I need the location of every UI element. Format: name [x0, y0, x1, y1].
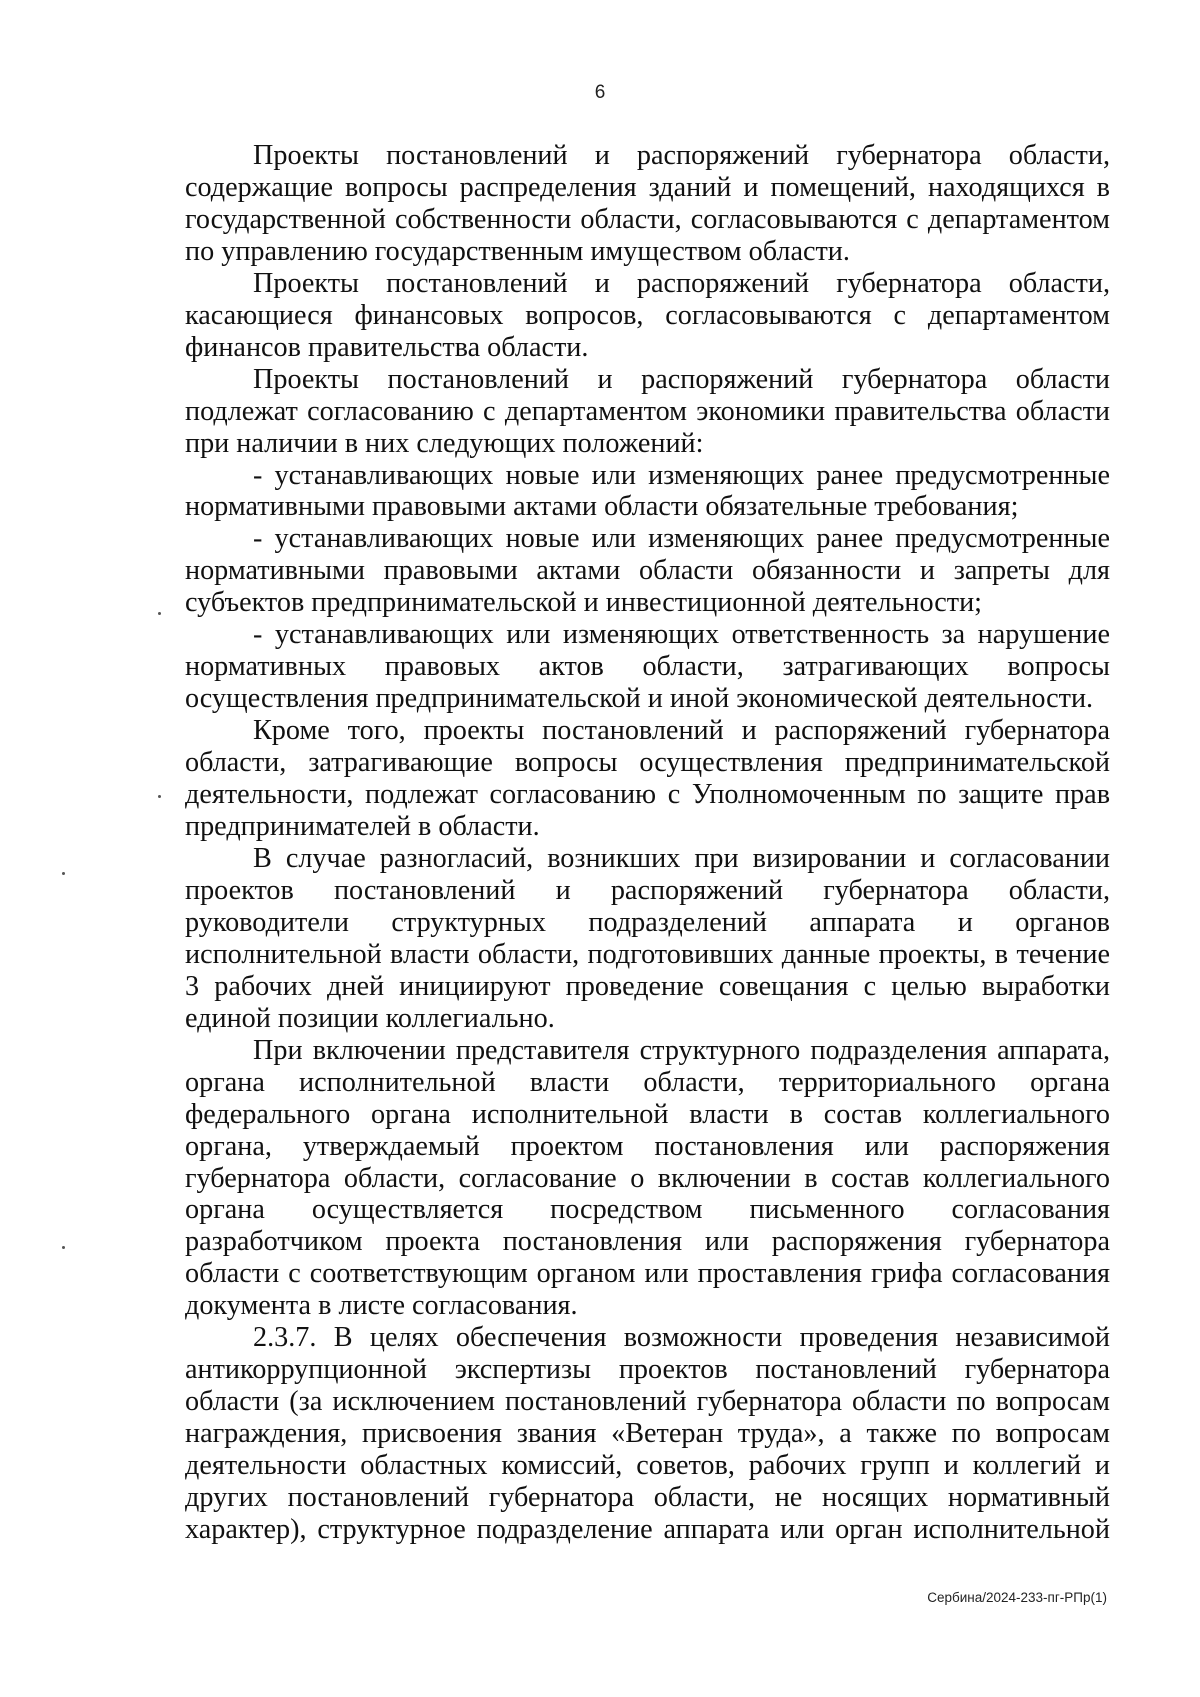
paragraph-collegial-body: При включении представителя структурного подразделения аппарата, органа исполнительной власти области, территориального органа федерального органа исполнительной власти в состав коллегиального органа, утверждаемый проектом постановления или распоряжения губернатора области, согласование о включении в состав коллегиального органа осуществляется посредством письменного согласования разработчиком проекта постановления или распоряжения губернатора области с соответствующим органом или проставления грифа согласования документа в листе согласования. [185, 1034, 1110, 1322]
paragraph-section-2-3-7: 2.3.7. В целях обеспечения возможности проведения независимой антикоррупционной экспертизы проектов постановлений губернатора области (за исключением постановлений губернатора области по вопросам награждения, присвоения звания «Ветеран труда», а также по вопросам деятельности областных комиссий, советов, рабочих групп и коллегий и других постановлений губернатора области, не носящих нормативный характер), структурное подразделение аппарата или орган исполнительной [185, 1322, 1110, 1545]
document-body [185, 140, 1110, 1546]
scan-speck [158, 612, 161, 615]
paragraph-economy-approval: Проекты постановлений и распоряжений губернатора области подлежат согласованию с департаментом экономики правительства области при наличии в них следующих положений: [185, 363, 1110, 459]
scan-speck [62, 1246, 65, 1249]
list-item-liability: - устанавливающих или изменяющих ответственность за нарушение нормативных правовых актов области, затрагивающих вопросы осуществления предпринимательской и иной экономической деятельности. [185, 619, 1110, 715]
paragraph-ombudsman-approval: Кроме того, проекты постановлений и распоряжений губернатора области, затрагивающие вопросы осуществления предпринимательской деятельности, подлежат согласованию с Уполномоченным по защите прав предпринимателей в области. [185, 715, 1110, 843]
list-item-obligations-and-bans: - устанавливающих новые или изменяющих ранее предусмотренные нормативными правовыми актами области обязанности и запреты для субъектов предпринимательской и инвестиционной деятельности; [185, 523, 1110, 619]
paragraph-finance-approval: Проекты постановлений и распоряжений губернатора области, касающиеся финансовых вопросов, согласовываются с департаментом финансов правительства области. [185, 267, 1110, 363]
list-item-mandatory-requirements: - устанавливающих новые или изменяющих ранее предусмотренные нормативными правовыми актами области обязательные требования; [185, 459, 1110, 523]
page-number: 6 [594, 82, 606, 103]
scan-speck [62, 872, 65, 875]
paragraph-disagreements: В случае разногласий, возникших при визировании и согласовании проектов постановлений и распоряжений губернатора области, руководители структурных подразделений аппарата и органов исполнительной власти области, подготовивших данные проекты, в течение 3 рабочих дней инициируют проведение совещания с целью выработки единой позиции коллегиально. [185, 842, 1110, 1034]
paragraph-property-approval: Проекты постановлений и распоряжений губернатора области, содержащие вопросы распределения зданий и помещений, находящихся в государственной собственности области, согласовываются с департаментом по управлению государственным имуществом области. [185, 140, 1110, 267]
document-footer-code: Сербина/2024-233-пг-РПр(1) [927, 1590, 1107, 1605]
scan-speck [158, 795, 161, 798]
